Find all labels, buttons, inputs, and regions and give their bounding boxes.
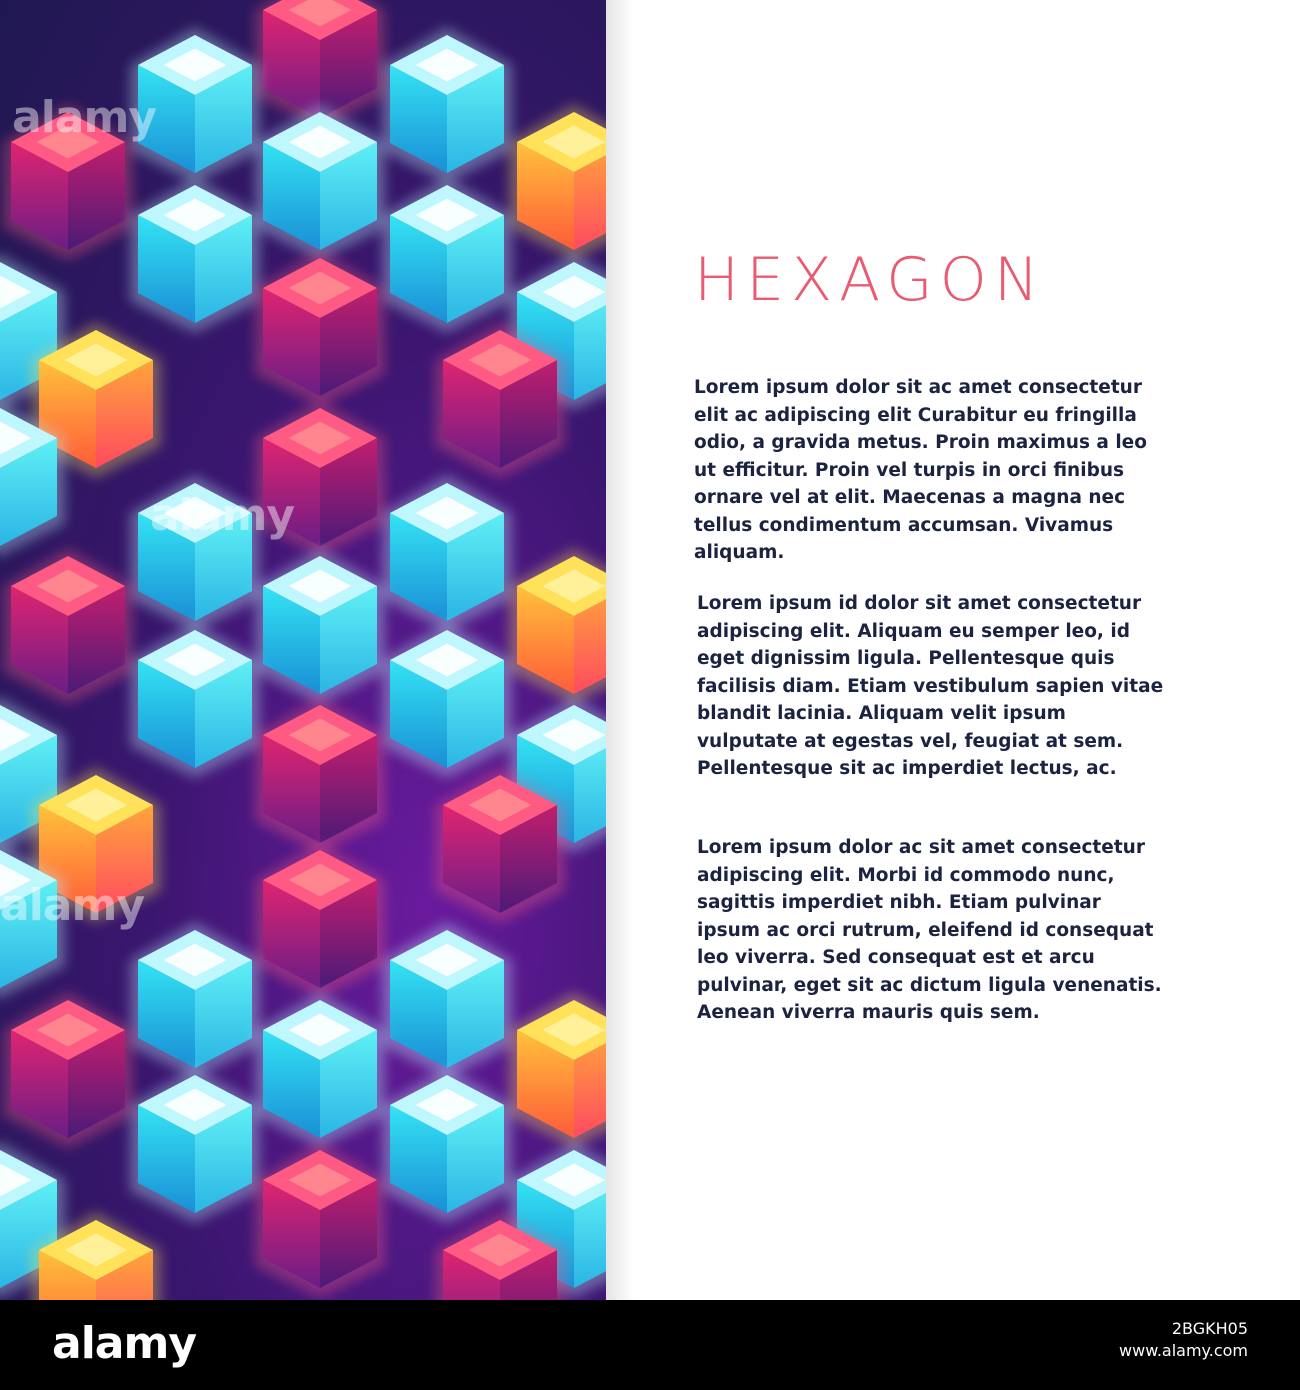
cube-pink [255, 250, 385, 406]
site-url: www.alamy.com [1119, 1341, 1248, 1360]
alamy-logo: alamy [52, 1318, 196, 1369]
cube-cyan [382, 27, 512, 183]
image-id: 2BGKH05 [1171, 1319, 1248, 1338]
cube-cyan [130, 177, 260, 333]
cube-cyan [130, 922, 260, 1078]
cube-pattern-panel [0, 0, 606, 1300]
watermark-text: alamy [150, 490, 294, 541]
cube-cyan [382, 622, 512, 778]
cube-cyan [382, 922, 512, 1078]
image-credit [1119, 1318, 1248, 1362]
cube-cyan [130, 1067, 260, 1223]
isometric-cube-pattern [0, 0, 606, 1300]
cube-pink [3, 992, 133, 1148]
cube-cyan [255, 104, 385, 260]
cube-pink [255, 400, 385, 556]
footer-bar [0, 1300, 1300, 1390]
cube-cyan [382, 1067, 512, 1223]
paragraph-3: Lorem ipsum dolor ac sit amet consectetur adipiscing elit. Morbi id commodo nunc, sagittis imperdiet nibh. Etiam pulvinar ipsum ac orci rutrum, eleifend id consequat leo viverra. Sed consequat est et arcu pulvinar, eget sit ac dictum ligula venenatis. Aenean viverra mauris quis sem. [697, 837, 1162, 1023]
cube-orange [509, 104, 606, 260]
cube-cyan [382, 475, 512, 631]
paragraph-2: Lorem ipsum id dolor sit amet consectetur adipiscing elit. Aliquam eu semper leo, id eget dignissim ligula. Pellentesque quis facilisis diam. Etiam vestibulum sapien vitae blandit lacinia. Aliquam velit ipsum vulputate at egestas vel, feugiat at sem. Pellentesque sit ac imperdiet lectus, ac. [697, 593, 1164, 779]
watermark-text: alamy [12, 92, 156, 143]
cube-pink [255, 842, 385, 998]
cube-pink [3, 548, 133, 704]
cube-cyan [130, 475, 260, 631]
cube-pink [3, 104, 133, 260]
cube-cyan [130, 622, 260, 778]
cube-pink [255, 697, 385, 853]
page-title: HEXAGON [694, 245, 1046, 315]
cube-orange [509, 992, 606, 1148]
cube-orange [509, 548, 606, 704]
cube-cyan [255, 992, 385, 1148]
text-column [606, 0, 1300, 1300]
cube-pink [255, 1142, 385, 1298]
paragraph-1: Lorem ipsum dolor sit ac amet consectetur elit ac adipiscing elit Curabitur eu fringilla odio, a gravida metus. Proin maximus a leo ut efficitur. Proin vel turpis in orci finibus ornare vel at elit. Maecenas a magna nec tellus condimentum accumsan. Vivamus aliquam. [694, 377, 1147, 563]
cube-cyan [382, 177, 512, 333]
cube-cyan [130, 27, 260, 183]
cube-cyan [255, 548, 385, 704]
watermark-text: alamy [0, 880, 144, 931]
